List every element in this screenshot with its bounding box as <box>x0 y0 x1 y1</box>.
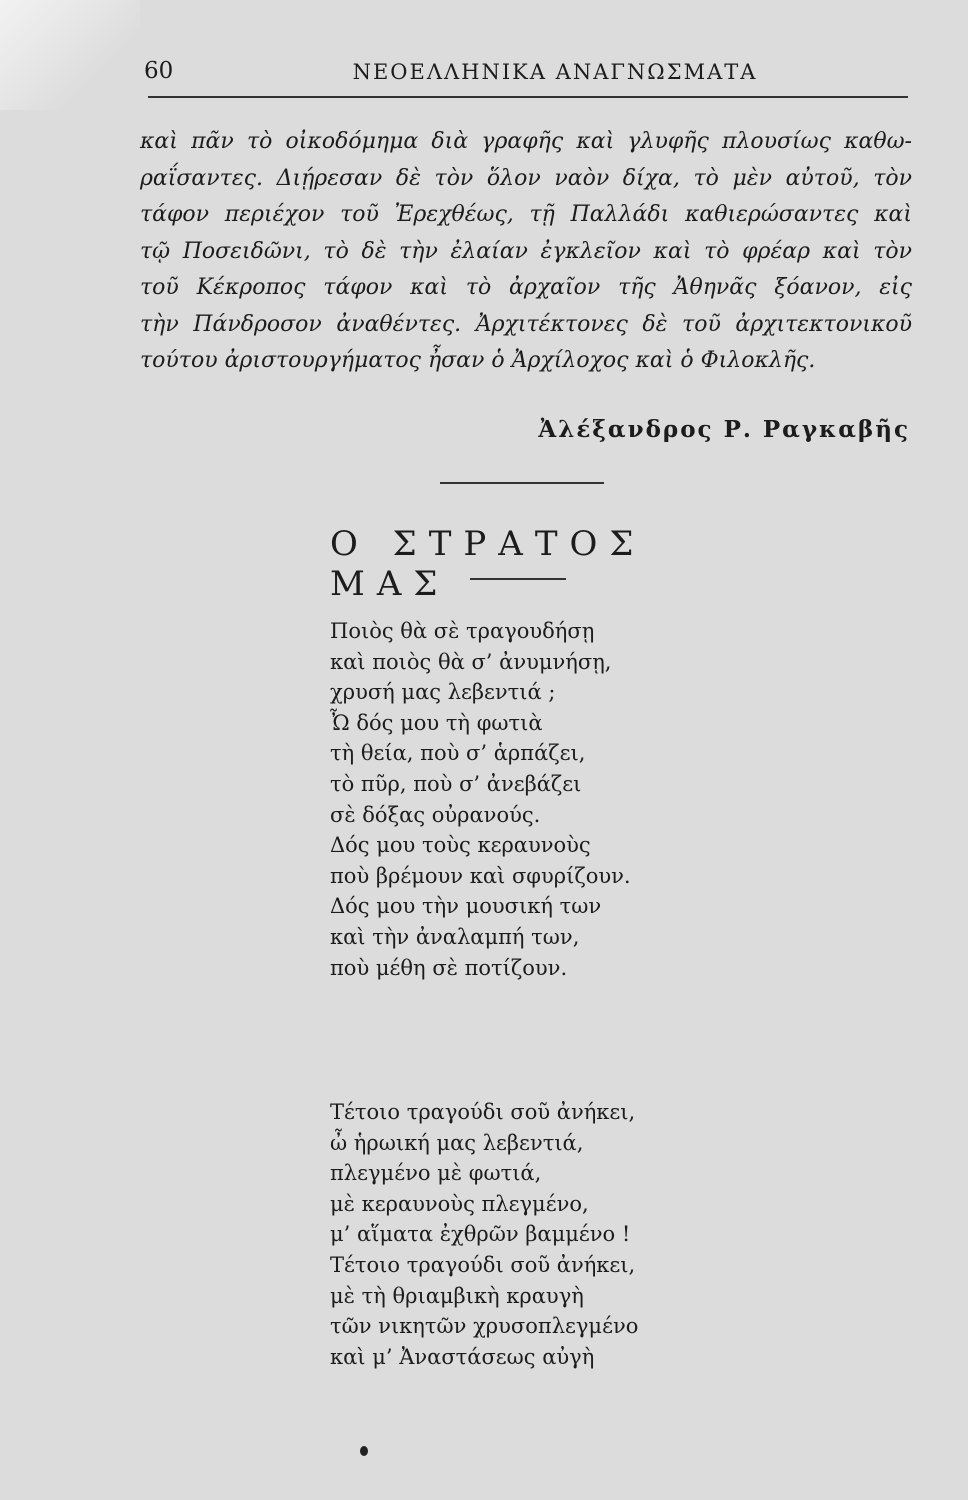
prose-line: τοῦ Κέκροπος τάφον καὶ τὸ ἀρχαῖον τῆς Ἀθηνᾶς ξόανον, εἰς <box>140 275 912 300</box>
prose-line: τὴν Πάνδροσον ἀναθέντες. Ἀρχιτέκτονες δὲ τοῦ ἀρχιτεκτονικοῦ <box>140 311 912 337</box>
verse-line: μὲ τὴ θριαμβικὴ κραυγὴ <box>330 1283 584 1308</box>
verse-line: Τέτοιο τραγούδι σοῦ ἀνήκει, <box>330 1100 636 1124</box>
verse-line: καὶ μ’ Ἀναστάσεως αὐγὴ <box>330 1344 595 1369</box>
running-title: ΝΕΟΕΛΛΗΝΙΚΑ ΑΝΑΓΝΩΣΜΑΤΑ <box>352 60 758 84</box>
page-header <box>140 58 910 92</box>
poem-stanza <box>330 1097 750 1372</box>
verse-line: καὶ ποιὸς θὰ σ’ ἀνυμνήσῃ, <box>330 649 612 674</box>
header-rule <box>148 96 908 98</box>
verse-line: χρυσή μας λεβεντιά ; <box>330 680 556 705</box>
verse-line: Δός μου τὴν μουσική των <box>330 894 602 919</box>
verse-line: Ποιὸς θὰ σὲ τραγουδήσῃ <box>330 619 595 643</box>
verse-line: μ’ αἵματα ἐχθρῶν βαμμένο ! <box>330 1222 631 1247</box>
prose-line: τούτου ἀριστουργήματος ἦσαν ὁ Ἀρχίλοχος καὶ ὁ Φιλοκλῆς. <box>140 348 816 373</box>
poem-stanza <box>330 616 750 983</box>
ink-dot-mark <box>360 1446 368 1456</box>
verse-line: μὲ κεραυνοὺς πλεγμένο, <box>330 1191 589 1216</box>
verse-line: τὴ θεία, ποὺ σ’ ἁρπάζει, <box>330 741 586 766</box>
verse-line: καὶ τὴν ἀναλαμπή των, <box>330 924 580 949</box>
verse-line: πλεγμένο μὲ φωτιά, <box>330 1161 542 1186</box>
verse-line: Τέτοιο τραγούδι σοῦ ἀνήκει, <box>330 1252 636 1277</box>
prose-line: τάφον περιέχον τοῦ Ἐρεχθέως, τῇ Παλλάδι καθιερώσαντες καὶ <box>140 202 912 227</box>
page-number: 60 <box>144 58 174 84</box>
verse-line: τῶν νικητῶν χρυσοπλεγμένο <box>330 1314 639 1339</box>
verse-line: σὲ δόξας οὐρανούς. <box>330 802 541 827</box>
verse-line: Ὦ δός μου τὴ φωτιὰ <box>330 710 543 735</box>
verse-line: τὸ πῦρ, ποὺ σ’ ἀνεβάζει <box>330 771 582 796</box>
verse-line: ὦ ἡρωική μας λεβεντιά, <box>330 1130 584 1155</box>
prose-line: ραΐσαντες. Διῄρεσαν δὲ τὸν ὅλον ναὸν δίχα, τὸ μὲν αὐτοῦ, τὸν <box>140 165 912 191</box>
verse-line: Δός μου τοὺς κεραυνοὺς <box>330 833 591 858</box>
verse-line: ποὺ μέθη σὲ ποτίζουν. <box>330 955 568 980</box>
prose-line: τῷ Ποσειδῶνι, τὸ δὲ τὴν ἐλαίαν ἐγκλεῖον καὶ τὸ φρέαρ καὶ τὸν <box>140 238 912 264</box>
author-signature: Ἀλέξανδρος Ρ. Ραγκαβῆς <box>538 416 910 443</box>
poem-title: Ο ΣΤΡΑΤΟΣ ΜΑΣ <box>330 524 646 604</box>
prose-paragraph <box>140 124 912 380</box>
section-divider <box>440 482 604 484</box>
title-underline <box>470 578 566 580</box>
prose-line: καὶ πᾶν τὸ οἰκοδόμημα διὰ γραφῆς καὶ γλυφῆς πλουσίως καθω- <box>140 129 912 154</box>
verse-line: ποὺ βρέμουν καὶ σφυρίζουν. <box>330 863 631 888</box>
page-corner-fold <box>0 0 140 110</box>
